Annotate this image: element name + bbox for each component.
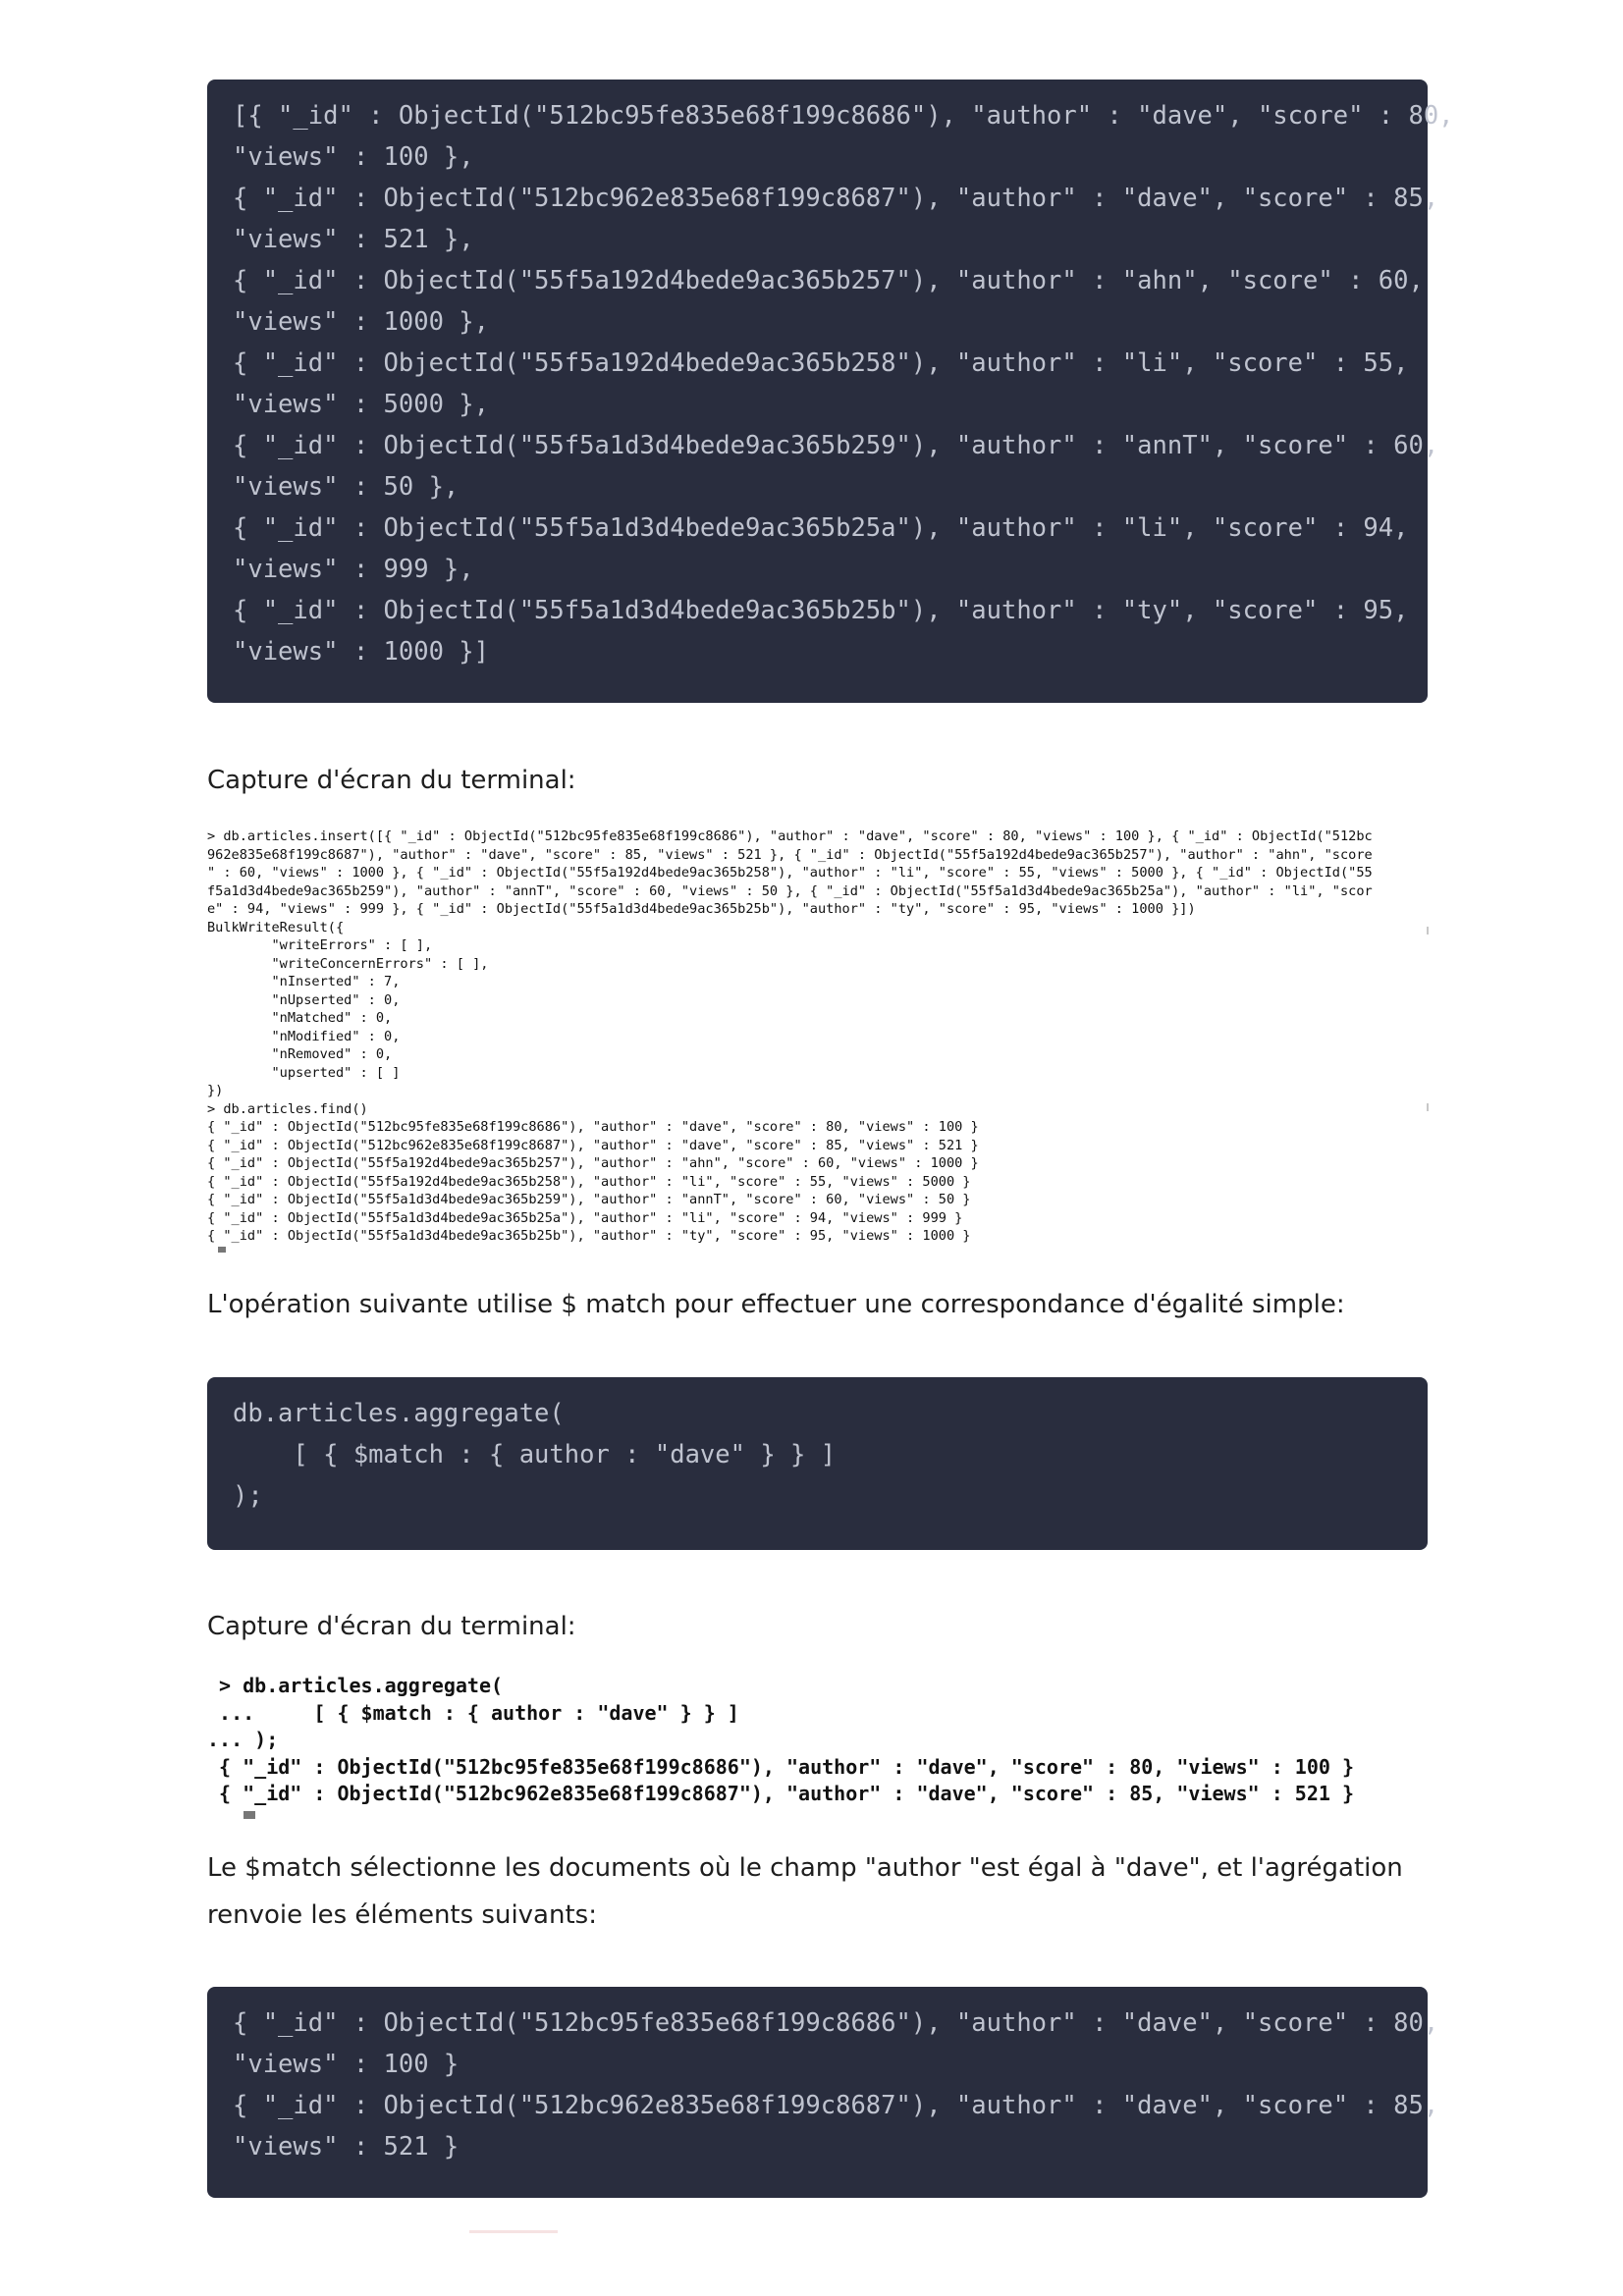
terminal-2-text: > db.articles.aggregate( ... [ { $match : { author : "dave" } } ] ... ); { "_id" : ObjectId("512bc95fe835e68f199c8686"), "author" : "dave", "score" : 80, "views" : 100 } { "_id" : ObjectId("512bc962e835e68f199c8687"), "author" : "dave", "score" : 85, "views" : 521 } (207, 1674, 1354, 1805)
code-aggregate-text: db.articles.aggregate( [ { $match : { author : "dave" } } ] ); (233, 1399, 837, 1511)
paragraph-match-result: Le $match sélectionne les documents où le champ "author "est égal à "dave", et l'agrégation renvoie les éléments suivants: (207, 1853, 1403, 1930)
terminal-2-cursor (243, 1811, 255, 1819)
code-block-aggregate (207, 1377, 1428, 1550)
code-result-text: { "_id" : ObjectId("512bc95fe835e68f199c8686"), "author" : "dave", "score" : 80, "views" : 100 } { "_id" : ObjectId("512bc962e835e68f199c8687"), "author" : "dave", "score" : 85, "views" : 521 } (233, 2008, 1439, 2162)
terminal-1-cursor (218, 1247, 226, 1253)
caption-terminal-2: Capture d'écran du terminal: (207, 1612, 576, 1641)
code-block-result (207, 1987, 1439, 2198)
terminal-1-scroll-marker (1427, 1103, 1429, 1111)
terminal-screenshot-2 (207, 1673, 1430, 1820)
terminal-1-scroll-marker (1427, 927, 1429, 934)
page-footer-mark (469, 2230, 558, 2233)
caption-terminal-1: Capture d'écran du terminal: (207, 766, 576, 795)
terminal-screenshot-1 (207, 828, 1430, 1250)
code-block-insert-data (207, 80, 1454, 703)
code-insert-data-text: [{ "_id" : ObjectId("512bc95fe835e68f199c8686"), "author" : "dave", "score" : 80, "views" : 100 }, { "_id" : ObjectId("512bc962e835e68f199c8687"), "author" : "dave", "score" : 85, "views" : 521 }, { "_id" : ObjectId("55f5a192d4bede9ac365b257"), "author" : "ahn", "score" : 60, "views" : 1000 }, { "_id" : ObjectId("55f5a192d4bede9ac365b258"), "author" : "li", "score" : 55, "views" : 5000 }, { "_id" : ObjectId("55f5a1d3d4bede9ac365b259"), "author" : "annT", "score" : 60, "views" : 50 }, { "_id" : ObjectId("55f5a1d3d4bede9ac365b25a"), "author" : "li", "score" : 94, "views" : 999 }, { "_id" : ObjectId("55f5a1d3d4bede9ac365b25b"), "author" : "ty", "score" : 95, "views" : 1000 }] (233, 101, 1454, 667)
paragraph-match-intro: L'opération suivante utilise $ match pour effectuer une correspondance d'égalité simple: (207, 1290, 1345, 1319)
terminal-1-text: > db.articles.insert([{ "_id" : ObjectId("512bc95fe835e68f199c8686"), "author" : "dave", "score" : 80, "views" : 100 }, { "_id" : ObjectId("512bc 962e835e68f199c8687"), "author" : "dave", "score" : 85, "views" : 521 }, { "_id" : ObjectId("55f5a192d4bede9ac365b257"), "author" : "ahn", "score " : 60, "views" : 1000 }, { "_id" : ObjectId("55f5a192d4bede9ac365b258"), "author" : "li", "score" : 55, "views" : 5000 }, { "_id" : ObjectId("55 f5a1d3d4bede9ac365b259"), "author" : "annT", "score" : 60, "views" : 50 }, { "_id" : ObjectId("55f5a1d3d4bede9ac365b25a"), "author" : "li", "scor e" : 94, "views" : 999 }, { "_id" : ObjectId("55f5a1d3d4bede9ac365b25b"), "author" : "ty", "score" : 95, "views" : 1000 }]) BulkWriteResult({ "writeErrors" : [ ], "writeConcernErrors" : [ ], "nInserted" : 7, "nUpserted" : 0, "nMatched" : 0, "nModified" : 0, "nRemoved" : 0, "upserted" : [ ] }) > db.articles.find() { "_id" : ObjectId("512bc95fe835e68f199c8686"), "author" : "dave", "score" : 80, "views" : 100 } { "_id" : ObjectId("512bc962e835e68f199c8687"), "author" : "dave", "score" : 85, "views" : 521 } { "_id" : ObjectId("55f5a192d4bede9ac365b257"), "author" : "ahn", "score" : 60, "views" : 1000 } { "_id" : ObjectId("55f5a192d4bede9ac365b258"), "author" : "li", "score" : 55, "views" : 5000 } { "_id" : ObjectId("55f5a1d3d4bede9ac365b259"), "author" : "annT", "score" : 60, "views" : 50 } { "_id" : ObjectId("55f5a1d3d4bede9ac365b25a"), "author" : "li", "score" : 94, "views" : 999 } { "_id" : ObjectId("55f5a1d3d4bede9ac365b25b"), "author" : "ty", "score" : 95, "views" : 1000 } (207, 828, 1373, 1244)
